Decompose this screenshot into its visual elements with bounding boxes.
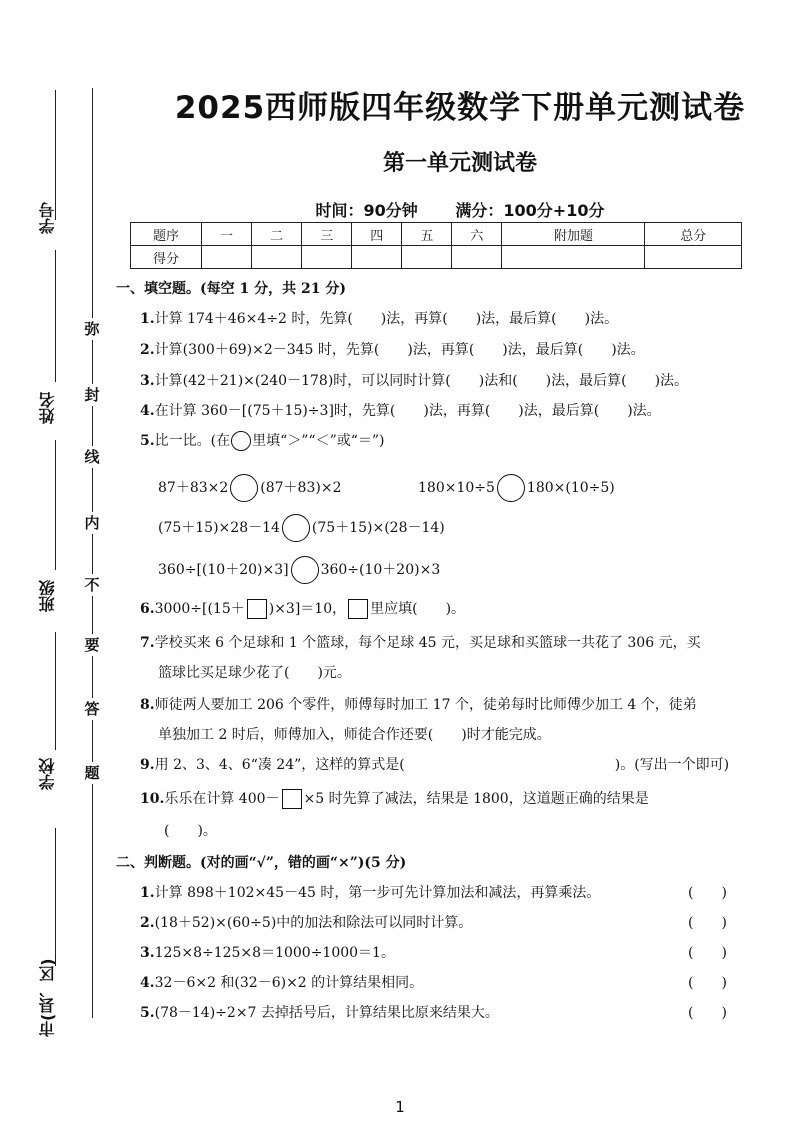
section1-heading: 一、填空题。(每空 1 分，共 21 分) — [116, 281, 346, 297]
question-8 — [140, 694, 697, 714]
student-id-label: 学号 — [38, 202, 57, 234]
table-header-cell: 附加题 — [502, 223, 645, 246]
seal-char: 答 — [80, 698, 104, 720]
question-text: )×3]＝10， — [268, 601, 347, 617]
question-text: 计算(42＋21)×(240－178)时，可以同时计算( )法和( )法，最后算( )法。 — [154, 373, 689, 389]
table-header-cell: 总分 — [645, 223, 742, 246]
score-cell[interactable] — [202, 246, 252, 269]
square-blank[interactable] — [282, 789, 302, 809]
compare-left: 87＋83×2 — [158, 480, 229, 496]
question-number: 5. — [140, 1005, 155, 1021]
time-limit: 时间：90分钟 — [315, 201, 418, 220]
question-8-line2: 单独加工 2 时后，师傅加入，师徒合作还要( )时才能完成。 — [158, 727, 551, 743]
seal-char: 封 — [80, 384, 104, 406]
question-7-line2: 篮球比买足球少花了( )元。 — [158, 665, 351, 681]
question-number: 2. — [140, 342, 155, 358]
compare-right: 180×(10÷5) — [526, 480, 615, 496]
seal-char: 内 — [80, 512, 104, 534]
question-text: 用 2、3、4、6“凑 24”，这样的算式是( )。(写出一个即可) — [154, 757, 730, 773]
seal-line — [92, 88, 93, 1018]
question-text: 师徒两人要加工 206 个零件，师傅每时加工 17 个，徒弟每时比师傅少加工 4 个，徒弟 — [154, 697, 697, 713]
class-label: 班级 — [38, 580, 57, 612]
question-2 — [140, 339, 645, 359]
compare-circle-blank[interactable] — [291, 556, 319, 584]
question-number: 3. — [140, 373, 155, 389]
question-text: 125×8÷125×8＝1000÷1000＝1。 — [154, 945, 395, 961]
seal-char: 线 — [80, 446, 104, 468]
page-number: 1 — [395, 1098, 405, 1116]
compare-left: 180×10÷5 — [418, 480, 495, 496]
compare-circle-blank[interactable] — [282, 514, 310, 542]
square-blank[interactable] — [247, 599, 267, 619]
full-score: 满分：100分+10分 — [455, 201, 605, 220]
question-5 — [140, 430, 385, 451]
compare-item-2 — [418, 474, 615, 502]
question-text: 里填“＞”“＜”或“＝”) — [252, 433, 385, 449]
question-number: 6. — [140, 601, 155, 617]
question-text: (78－14)÷2×7 去掉括号后，计算结果比原来结果大。 — [154, 1005, 499, 1021]
name-label: 姓名 — [38, 392, 57, 424]
question-text: 计算 174＋46×4÷2 时，先算( )法，再算( )法，最后算( )法。 — [154, 311, 619, 327]
question-text: 32－6×2 和(32－6)×2 的计算结果相同。 — [154, 975, 424, 991]
binding-margin — [0, 0, 110, 1130]
seal-char: 要 — [80, 634, 104, 656]
question-text: 乐乐在计算 400－ — [164, 791, 280, 807]
circle-blank-icon — [231, 431, 251, 451]
judge-item-2 — [140, 912, 472, 932]
question-text: 学校买来 6 个足球和 1 个篮球，每个足球 45 元，买足球和买篮球一共花了 306 元，买 — [154, 635, 701, 651]
question-text: 比一比。(在 — [154, 433, 231, 449]
class-line[interactable] — [55, 440, 56, 570]
question-7 — [140, 632, 701, 652]
question-3 — [140, 370, 688, 390]
section2-heading: 二、判断题。(对的画“√”，错的画“×”)(5 分) — [116, 855, 407, 871]
compare-right: (75＋15)×(28－14) — [311, 520, 445, 536]
compare-circle-blank[interactable] — [230, 474, 258, 502]
question-text: ×5 时先算了减法，结果是 1800，这道题正确的结果是 — [303, 791, 649, 807]
question-6 — [140, 598, 465, 619]
answer-paren[interactable]: ( ) — [688, 885, 727, 901]
seal-char: 不 — [80, 574, 104, 596]
judge-item-4 — [140, 972, 423, 992]
compare-left: 360÷[(10＋20)×3] — [158, 562, 289, 578]
question-text: (18＋52)×(60÷5)中的加法和除法可以同时计算。 — [154, 915, 473, 931]
question-number: 10. — [140, 791, 165, 807]
row-label: 得分 — [131, 246, 202, 269]
answer-paren[interactable]: ( ) — [688, 1005, 727, 1021]
judge-item-5 — [140, 1002, 499, 1022]
question-number: 5. — [140, 433, 155, 449]
answer-paren[interactable]: ( ) — [688, 915, 727, 931]
name-line[interactable] — [55, 250, 56, 382]
question-text: 计算 898＋102×45－45 时，第一步可先计算加法和减法，再算乘法。 — [154, 885, 601, 901]
question-1 — [140, 308, 618, 328]
school-line[interactable] — [55, 632, 56, 750]
seal-char: 弥 — [80, 318, 104, 340]
table-header-cell: 四 — [352, 223, 402, 246]
school-label: 学校 — [38, 758, 57, 790]
question-number: 1. — [140, 885, 155, 901]
question-number: 4. — [140, 975, 155, 991]
question-number: 4. — [140, 403, 155, 419]
table-header-cell: 六 — [452, 223, 502, 246]
page-title: 2025西师版四年级数学下册单元测试卷 — [174, 90, 746, 126]
question-4 — [140, 400, 661, 420]
compare-item-1 — [158, 474, 341, 502]
score-cell[interactable] — [502, 246, 645, 269]
question-text: 计算(300＋69)×2－345 时，先算( )法，再算( )法，最后算( )法。 — [154, 342, 645, 358]
question-number: 3. — [140, 945, 155, 961]
score-cell[interactable] — [645, 246, 742, 269]
score-cell[interactable] — [402, 246, 452, 269]
table-header-cell: 题序 — [131, 223, 202, 246]
score-cell[interactable] — [252, 246, 302, 269]
question-number: 1. — [140, 311, 155, 327]
table-header-cell: 五 — [402, 223, 452, 246]
answer-paren[interactable]: ( ) — [688, 975, 727, 991]
compare-item-4 — [158, 556, 440, 584]
score-cell[interactable] — [302, 246, 352, 269]
judge-item-3 — [140, 942, 395, 962]
score-table-score-row — [131, 246, 742, 269]
question-text: 里应填( )。 — [370, 601, 466, 617]
question-9 — [140, 754, 729, 774]
city-label: 市(县、区) — [38, 958, 57, 1038]
question-number: 9. — [140, 757, 155, 773]
unit-subtitle: 第一单元测试卷 — [382, 151, 537, 176]
score-cell[interactable] — [352, 246, 402, 269]
table-header-cell: 一 — [202, 223, 252, 246]
compare-right: 360÷(10＋20)×3 — [320, 562, 441, 578]
score-table-header-row — [131, 223, 742, 246]
compare-right: (87＋83)×2 — [260, 480, 342, 496]
question-text: 在计算 360－[(75＋15)÷3]时，先算( )法，再算( )法，最后算( )法。 — [154, 403, 661, 419]
question-number: 7. — [140, 635, 155, 651]
answer-paren[interactable]: ( ) — [688, 945, 727, 961]
question-number: 8. — [140, 697, 155, 713]
table-header-cell: 三 — [302, 223, 352, 246]
score-table — [130, 222, 742, 269]
score-cell[interactable] — [452, 246, 502, 269]
city-line[interactable] — [55, 828, 56, 966]
exam-meta — [120, 198, 800, 221]
seal-char: 题 — [80, 762, 104, 784]
question-text: 3000÷[(15＋ — [154, 601, 245, 617]
square-blank-icon — [348, 599, 368, 619]
question-number: 2. — [140, 915, 155, 931]
judge-item-1 — [140, 882, 600, 902]
compare-item-3 — [158, 514, 445, 542]
table-header-cell: 二 — [252, 223, 302, 246]
compare-left: (75＋15)×28－14 — [158, 520, 280, 536]
compare-circle-blank[interactable] — [497, 474, 525, 502]
question-10-line2: ( )。 — [164, 823, 217, 839]
question-10 — [140, 788, 649, 809]
